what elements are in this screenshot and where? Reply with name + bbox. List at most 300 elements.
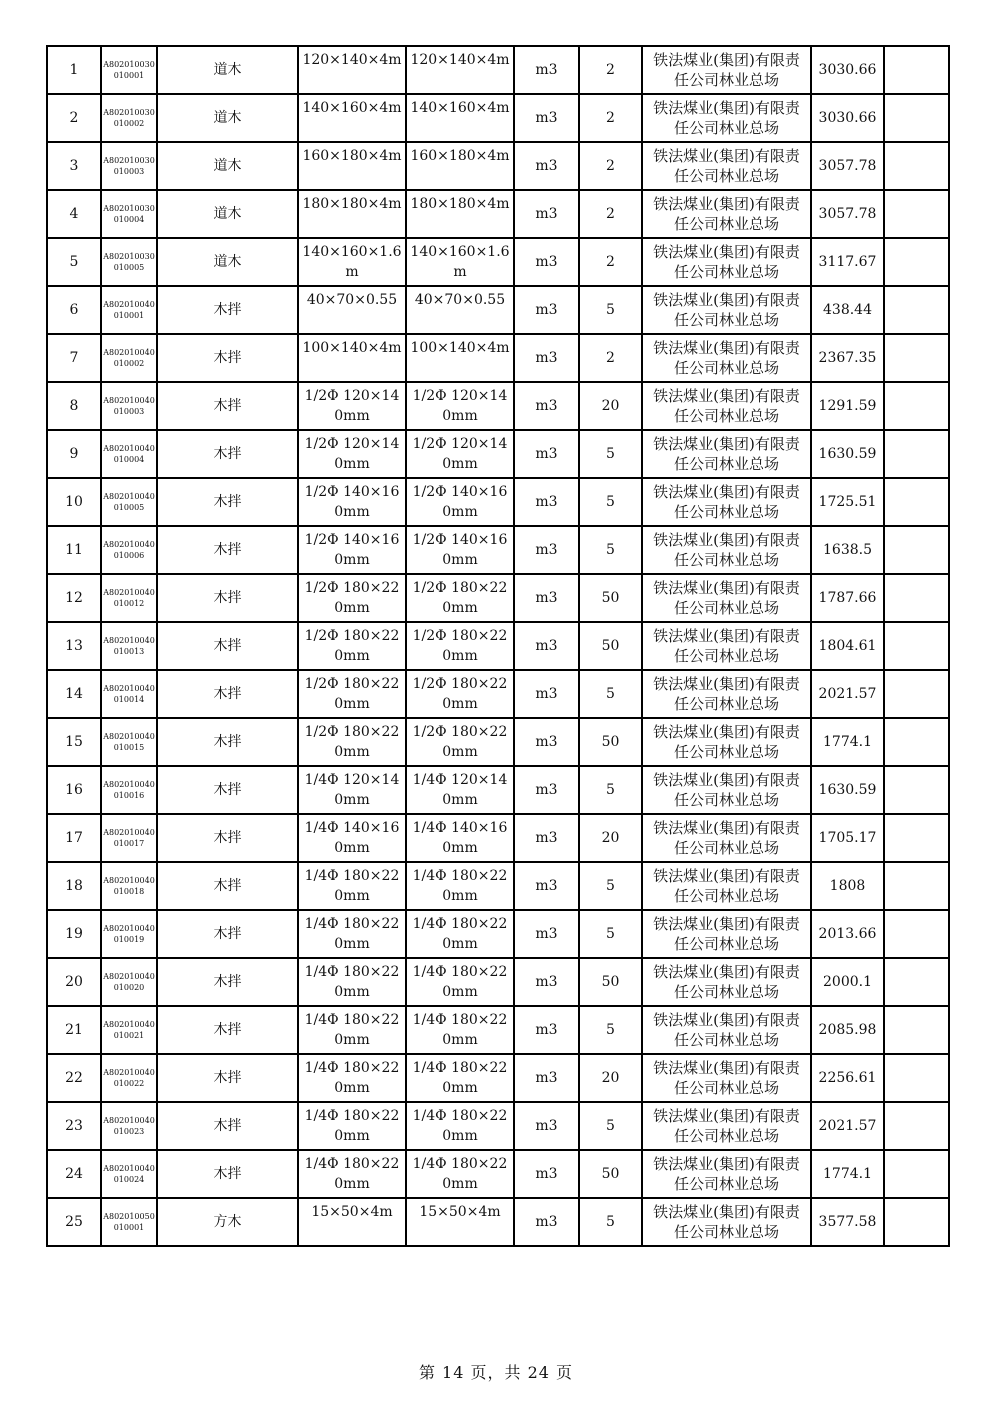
table-row xyxy=(47,910,949,958)
spec-cell xyxy=(298,910,406,958)
note-cell xyxy=(884,142,949,190)
spec-cell-text: 1/2Φ 140×160mm xyxy=(304,532,400,568)
unit-cell: m3 xyxy=(514,286,579,334)
spec-cell-text: 140×160×1.6m xyxy=(302,244,402,280)
material-code: A802010040010017 xyxy=(101,814,157,862)
material-code: A802010040010006 xyxy=(101,526,157,574)
material-name: 木拌 xyxy=(157,622,298,670)
table-body xyxy=(47,46,949,1246)
supplier-cell: 铁法煤业(集团)有限责任公司林业总场 xyxy=(642,670,811,718)
quantity-cell: 5 xyxy=(579,1006,642,1054)
supplier-cell: 铁法煤业(集团)有限责任公司林业总场 xyxy=(642,286,811,334)
spec-cell-text: 1/4Φ 180×220mm xyxy=(304,1108,400,1144)
quantity-cell: 20 xyxy=(579,1054,642,1102)
table-row xyxy=(47,766,949,814)
unit-cell: m3 xyxy=(514,766,579,814)
model-cell-text: 140×160×4m xyxy=(410,100,510,116)
row-number: 9 xyxy=(47,430,101,478)
spec-cell xyxy=(298,238,406,286)
model-cell-text: 1/2Φ 180×220mm xyxy=(412,676,508,712)
unit-cell: m3 xyxy=(514,190,579,238)
quantity-cell: 50 xyxy=(579,1150,642,1198)
price-cell: 2021.57 xyxy=(811,670,884,718)
material-code: A802010040010012 xyxy=(101,574,157,622)
quantity-cell: 20 xyxy=(579,814,642,862)
note-cell xyxy=(884,1102,949,1150)
quantity-cell: 5 xyxy=(579,430,642,478)
quantity-cell: 5 xyxy=(579,766,642,814)
model-cell xyxy=(406,478,514,526)
quantity-cell: 5 xyxy=(579,526,642,574)
row-number: 6 xyxy=(47,286,101,334)
material-code: A802010040010004 xyxy=(101,430,157,478)
note-cell xyxy=(884,526,949,574)
spec-cell-text: 1/2Φ 180×220mm xyxy=(304,628,400,664)
material-code: A802010040010016 xyxy=(101,766,157,814)
spec-cell-text: 1/4Φ 180×220mm xyxy=(304,1060,400,1096)
spec-cell-text: 160×180×4m xyxy=(302,148,402,164)
quantity-cell: 2 xyxy=(579,46,642,94)
unit-cell: m3 xyxy=(514,526,579,574)
model-cell xyxy=(406,238,514,286)
unit-cell: m3 xyxy=(514,1006,579,1054)
price-table-sheet xyxy=(46,45,948,1247)
note-cell xyxy=(884,334,949,382)
spec-cell xyxy=(298,1102,406,1150)
material-name: 木拌 xyxy=(157,478,298,526)
model-cell-text: 1/4Φ 180×220mm xyxy=(412,916,508,952)
note-cell xyxy=(884,718,949,766)
note-cell xyxy=(884,1054,949,1102)
spec-cell-text: 120×140×4m xyxy=(302,52,402,68)
unit-cell: m3 xyxy=(514,1054,579,1102)
material-name: 道木 xyxy=(157,94,298,142)
spec-cell xyxy=(298,286,406,334)
table-row xyxy=(47,478,949,526)
material-code: A802010030010004 xyxy=(101,190,157,238)
material-name: 木拌 xyxy=(157,910,298,958)
model-cell-text: 1/4Φ 180×220mm xyxy=(412,868,508,904)
unit-cell: m3 xyxy=(514,718,579,766)
spec-cell xyxy=(298,670,406,718)
unit-cell: m3 xyxy=(514,1198,579,1246)
row-number: 17 xyxy=(47,814,101,862)
table-row xyxy=(47,190,949,238)
supplier-cell: 铁法煤业(集团)有限责任公司林业总场 xyxy=(642,478,811,526)
spec-cell xyxy=(298,430,406,478)
row-number: 19 xyxy=(47,910,101,958)
price-cell: 2013.66 xyxy=(811,910,884,958)
model-cell xyxy=(406,94,514,142)
supplier-cell: 铁法煤业(集团)有限责任公司林业总场 xyxy=(642,814,811,862)
model-cell-text: 1/4Φ 180×220mm xyxy=(412,964,508,1000)
spec-cell-text: 1/4Φ 180×220mm xyxy=(304,1012,400,1048)
row-number: 11 xyxy=(47,526,101,574)
material-name: 木拌 xyxy=(157,1006,298,1054)
spec-cell-text: 40×70×0.55 xyxy=(306,292,398,308)
model-cell xyxy=(406,1150,514,1198)
material-name: 木拌 xyxy=(157,430,298,478)
quantity-cell: 5 xyxy=(579,1102,642,1150)
spec-cell xyxy=(298,478,406,526)
spec-cell xyxy=(298,718,406,766)
material-code: A802010040010015 xyxy=(101,718,157,766)
supplier-cell: 铁法煤业(集团)有限责任公司林业总场 xyxy=(642,238,811,286)
unit-cell: m3 xyxy=(514,46,579,94)
note-cell xyxy=(884,910,949,958)
material-name: 木拌 xyxy=(157,1054,298,1102)
row-number: 15 xyxy=(47,718,101,766)
spec-cell-text: 1/2Φ 120×140mm xyxy=(304,436,400,472)
price-cell: 1630.59 xyxy=(811,430,884,478)
supplier-cell: 铁法煤业(集团)有限责任公司林业总场 xyxy=(642,622,811,670)
quantity-cell: 5 xyxy=(579,1198,642,1246)
unit-cell: m3 xyxy=(514,622,579,670)
row-number: 24 xyxy=(47,1150,101,1198)
spec-cell-text: 1/4Φ 180×220mm xyxy=(304,1156,400,1192)
price-table xyxy=(46,45,950,1247)
material-code: A802010040010003 xyxy=(101,382,157,430)
model-cell xyxy=(406,862,514,910)
unit-cell: m3 xyxy=(514,238,579,286)
row-number: 20 xyxy=(47,958,101,1006)
note-cell xyxy=(884,190,949,238)
row-number: 23 xyxy=(47,1102,101,1150)
spec-cell-text: 140×160×4m xyxy=(302,100,402,116)
table-row xyxy=(47,670,949,718)
model-cell xyxy=(406,526,514,574)
model-cell-text: 180×180×4m xyxy=(410,196,510,212)
material-code: A802010040010019 xyxy=(101,910,157,958)
unit-cell: m3 xyxy=(514,958,579,1006)
material-code: A802010030010002 xyxy=(101,94,157,142)
supplier-cell: 铁法煤业(集团)有限责任公司林业总场 xyxy=(642,190,811,238)
material-name: 木拌 xyxy=(157,718,298,766)
row-number: 8 xyxy=(47,382,101,430)
model-cell-text: 1/2Φ 180×220mm xyxy=(412,580,508,616)
material-code: A802010040010013 xyxy=(101,622,157,670)
price-cell: 1808 xyxy=(811,862,884,910)
quantity-cell: 50 xyxy=(579,958,642,1006)
quantity-cell: 50 xyxy=(579,718,642,766)
note-cell xyxy=(884,766,949,814)
spec-cell xyxy=(298,958,406,1006)
table-row xyxy=(47,382,949,430)
model-cell-text: 1/2Φ 120×140mm xyxy=(412,388,508,424)
material-name: 木拌 xyxy=(157,286,298,334)
supplier-cell: 铁法煤业(集团)有限责任公司林业总场 xyxy=(642,1006,811,1054)
supplier-cell: 铁法煤业(集团)有限责任公司林业总场 xyxy=(642,94,811,142)
quantity-cell: 5 xyxy=(579,478,642,526)
table-row xyxy=(47,574,949,622)
quantity-cell: 5 xyxy=(579,862,642,910)
table-row xyxy=(47,1054,949,1102)
quantity-cell: 5 xyxy=(579,910,642,958)
model-cell-text: 100×140×4m xyxy=(410,340,510,356)
price-cell: 1787.66 xyxy=(811,574,884,622)
model-cell-text: 1/2Φ 180×220mm xyxy=(412,724,508,760)
spec-cell-text: 1/2Φ 180×220mm xyxy=(304,580,400,616)
unit-cell: m3 xyxy=(514,478,579,526)
supplier-cell: 铁法煤业(集团)有限责任公司林业总场 xyxy=(642,526,811,574)
supplier-cell: 铁法煤业(集团)有限责任公司林业总场 xyxy=(642,766,811,814)
row-number: 12 xyxy=(47,574,101,622)
unit-cell: m3 xyxy=(514,814,579,862)
spec-cell-text: 1/2Φ 180×220mm xyxy=(304,724,400,760)
note-cell xyxy=(884,94,949,142)
spec-cell xyxy=(298,382,406,430)
note-cell xyxy=(884,478,949,526)
price-cell: 3057.78 xyxy=(811,190,884,238)
spec-cell xyxy=(298,1150,406,1198)
model-cell-text: 1/2Φ 140×160mm xyxy=(412,484,508,520)
price-cell: 1804.61 xyxy=(811,622,884,670)
table-row xyxy=(47,718,949,766)
model-cell-text: 1/2Φ 180×220mm xyxy=(412,628,508,664)
material-name: 木拌 xyxy=(157,574,298,622)
price-cell: 3117.67 xyxy=(811,238,884,286)
table-row xyxy=(47,622,949,670)
table-row xyxy=(47,142,949,190)
material-code: A802010030010001 xyxy=(101,46,157,94)
price-cell: 1705.17 xyxy=(811,814,884,862)
table-row xyxy=(47,334,949,382)
spec-cell-text: 1/2Φ 140×160mm xyxy=(304,484,400,520)
price-cell: 2085.98 xyxy=(811,1006,884,1054)
supplier-cell: 铁法煤业(集团)有限责任公司林业总场 xyxy=(642,46,811,94)
supplier-cell: 铁法煤业(集团)有限责任公司林业总场 xyxy=(642,382,811,430)
spec-cell-text: 1/4Φ 180×220mm xyxy=(304,916,400,952)
table-row xyxy=(47,94,949,142)
model-cell-text: 1/4Φ 180×220mm xyxy=(412,1060,508,1096)
spec-cell-text: 1/4Φ 140×160mm xyxy=(304,820,400,856)
quantity-cell: 50 xyxy=(579,574,642,622)
model-cell-text: 1/2Φ 120×140mm xyxy=(412,436,508,472)
material-name: 木拌 xyxy=(157,862,298,910)
row-number: 25 xyxy=(47,1198,101,1246)
supplier-cell: 铁法煤业(集团)有限责任公司林业总场 xyxy=(642,958,811,1006)
note-cell xyxy=(884,670,949,718)
spec-cell xyxy=(298,142,406,190)
price-cell: 3030.66 xyxy=(811,94,884,142)
spec-cell xyxy=(298,526,406,574)
unit-cell: m3 xyxy=(514,862,579,910)
row-number: 3 xyxy=(47,142,101,190)
row-number: 13 xyxy=(47,622,101,670)
table-row xyxy=(47,958,949,1006)
price-cell: 2021.57 xyxy=(811,1102,884,1150)
price-cell: 2367.35 xyxy=(811,334,884,382)
material-code: A802010040010020 xyxy=(101,958,157,1006)
material-code: A802010040010022 xyxy=(101,1054,157,1102)
material-code: A802010040010002 xyxy=(101,334,157,382)
material-name: 道木 xyxy=(157,46,298,94)
spec-cell xyxy=(298,46,406,94)
unit-cell: m3 xyxy=(514,382,579,430)
model-cell xyxy=(406,1198,514,1246)
price-cell: 1774.1 xyxy=(811,718,884,766)
material-name: 道木 xyxy=(157,142,298,190)
model-cell-text: 1/4Φ 180×220mm xyxy=(412,1156,508,1192)
note-cell xyxy=(884,46,949,94)
note-cell xyxy=(884,574,949,622)
quantity-cell: 50 xyxy=(579,622,642,670)
model-cell xyxy=(406,814,514,862)
spec-cell xyxy=(298,574,406,622)
price-cell: 3030.66 xyxy=(811,46,884,94)
row-number: 7 xyxy=(47,334,101,382)
table-row xyxy=(47,814,949,862)
supplier-cell: 铁法煤业(集团)有限责任公司林业总场 xyxy=(642,142,811,190)
material-name: 木拌 xyxy=(157,1102,298,1150)
supplier-cell: 铁法煤业(集团)有限责任公司林业总场 xyxy=(642,574,811,622)
unit-cell: m3 xyxy=(514,1150,579,1198)
spec-cell xyxy=(298,334,406,382)
price-cell: 1725.51 xyxy=(811,478,884,526)
supplier-cell: 铁法煤业(集团)有限责任公司林业总场 xyxy=(642,334,811,382)
model-cell-text: 1/2Φ 140×160mm xyxy=(412,532,508,568)
model-cell xyxy=(406,1006,514,1054)
model-cell-text: 1/4Φ 180×220mm xyxy=(412,1012,508,1048)
table-row xyxy=(47,46,949,94)
note-cell xyxy=(884,862,949,910)
supplier-cell: 铁法煤业(集团)有限责任公司林业总场 xyxy=(642,718,811,766)
note-cell xyxy=(884,1198,949,1246)
table-row xyxy=(47,1102,949,1150)
material-name: 木拌 xyxy=(157,382,298,430)
spec-cell xyxy=(298,814,406,862)
material-name: 木拌 xyxy=(157,766,298,814)
spec-cell xyxy=(298,1054,406,1102)
supplier-cell: 铁法煤业(集团)有限责任公司林业总场 xyxy=(642,1198,811,1246)
quantity-cell: 2 xyxy=(579,190,642,238)
model-cell-text: 15×50×4m xyxy=(419,1204,501,1220)
material-code: A802010040010024 xyxy=(101,1150,157,1198)
price-cell: 2000.1 xyxy=(811,958,884,1006)
table-row xyxy=(47,286,949,334)
supplier-cell: 铁法煤业(集团)有限责任公司林业总场 xyxy=(642,430,811,478)
model-cell xyxy=(406,142,514,190)
quantity-cell: 20 xyxy=(579,382,642,430)
material-code: A802010040010005 xyxy=(101,478,157,526)
spec-cell-text: 1/2Φ 180×220mm xyxy=(304,676,400,712)
row-number: 18 xyxy=(47,862,101,910)
row-number: 10 xyxy=(47,478,101,526)
note-cell xyxy=(884,430,949,478)
table-row xyxy=(47,238,949,286)
material-name: 道木 xyxy=(157,190,298,238)
row-number: 1 xyxy=(47,46,101,94)
row-number: 14 xyxy=(47,670,101,718)
quantity-cell: 2 xyxy=(579,142,642,190)
unit-cell: m3 xyxy=(514,670,579,718)
model-cell-text: 160×180×4m xyxy=(410,148,510,164)
spec-cell xyxy=(298,862,406,910)
price-cell: 1630.59 xyxy=(811,766,884,814)
unit-cell: m3 xyxy=(514,430,579,478)
price-cell: 1291.59 xyxy=(811,382,884,430)
model-cell xyxy=(406,286,514,334)
model-cell xyxy=(406,1102,514,1150)
unit-cell: m3 xyxy=(514,1102,579,1150)
unit-cell: m3 xyxy=(514,574,579,622)
note-cell xyxy=(884,286,949,334)
price-cell: 2256.61 xyxy=(811,1054,884,1102)
material-name: 木拌 xyxy=(157,670,298,718)
table-row xyxy=(47,1198,949,1246)
unit-cell: m3 xyxy=(514,94,579,142)
material-name: 木拌 xyxy=(157,526,298,574)
supplier-cell: 铁法煤业(集团)有限责任公司林业总场 xyxy=(642,862,811,910)
note-cell xyxy=(884,238,949,286)
model-cell xyxy=(406,910,514,958)
page-footer: 第 14 页，共 24 页 xyxy=(418,1363,574,1382)
spec-cell xyxy=(298,190,406,238)
supplier-cell: 铁法煤业(集团)有限责任公司林业总场 xyxy=(642,1102,811,1150)
unit-cell: m3 xyxy=(514,142,579,190)
material-name: 道木 xyxy=(157,238,298,286)
spec-cell-text: 15×50×4m xyxy=(311,1204,393,1220)
spec-cell-text: 1/4Φ 180×220mm xyxy=(304,868,400,904)
table-row xyxy=(47,430,949,478)
supplier-cell: 铁法煤业(集团)有限责任公司林业总场 xyxy=(642,910,811,958)
price-cell: 3577.58 xyxy=(811,1198,884,1246)
model-cell xyxy=(406,574,514,622)
unit-cell: m3 xyxy=(514,910,579,958)
row-number: 21 xyxy=(47,1006,101,1054)
model-cell xyxy=(406,622,514,670)
spec-cell-text: 180×180×4m xyxy=(302,196,402,212)
supplier-cell: 铁法煤业(集团)有限责任公司林业总场 xyxy=(642,1150,811,1198)
note-cell xyxy=(884,1006,949,1054)
material-code: A802010040010023 xyxy=(101,1102,157,1150)
quantity-cell: 5 xyxy=(579,286,642,334)
material-name: 木拌 xyxy=(157,814,298,862)
note-cell xyxy=(884,958,949,1006)
model-cell xyxy=(406,718,514,766)
row-number: 2 xyxy=(47,94,101,142)
material-code: A802010030010003 xyxy=(101,142,157,190)
model-cell-text: 140×160×1.6m xyxy=(410,244,510,280)
model-cell-text: 1/4Φ 120×140mm xyxy=(412,772,508,808)
spec-cell xyxy=(298,1198,406,1246)
table-row xyxy=(47,526,949,574)
spec-cell xyxy=(298,94,406,142)
note-cell xyxy=(884,1150,949,1198)
quantity-cell: 2 xyxy=(579,94,642,142)
price-cell: 438.44 xyxy=(811,286,884,334)
model-cell xyxy=(406,766,514,814)
price-cell: 1774.1 xyxy=(811,1150,884,1198)
model-cell xyxy=(406,334,514,382)
model-cell-text: 120×140×4m xyxy=(410,52,510,68)
price-cell: 1638.5 xyxy=(811,526,884,574)
material-name: 方木 xyxy=(157,1198,298,1246)
quantity-cell: 2 xyxy=(579,334,642,382)
table-row xyxy=(47,1150,949,1198)
material-name: 木拌 xyxy=(157,334,298,382)
material-code: A802010050010001 xyxy=(101,1198,157,1246)
row-number: 22 xyxy=(47,1054,101,1102)
model-cell-text: 1/4Φ 140×160mm xyxy=(412,820,508,856)
spec-cell xyxy=(298,766,406,814)
spec-cell-text: 1/4Φ 180×220mm xyxy=(304,964,400,1000)
quantity-cell: 2 xyxy=(579,238,642,286)
price-cell: 3057.78 xyxy=(811,142,884,190)
spec-cell xyxy=(298,1006,406,1054)
material-name: 木拌 xyxy=(157,1150,298,1198)
supplier-cell: 铁法煤业(集团)有限责任公司林业总场 xyxy=(642,1054,811,1102)
